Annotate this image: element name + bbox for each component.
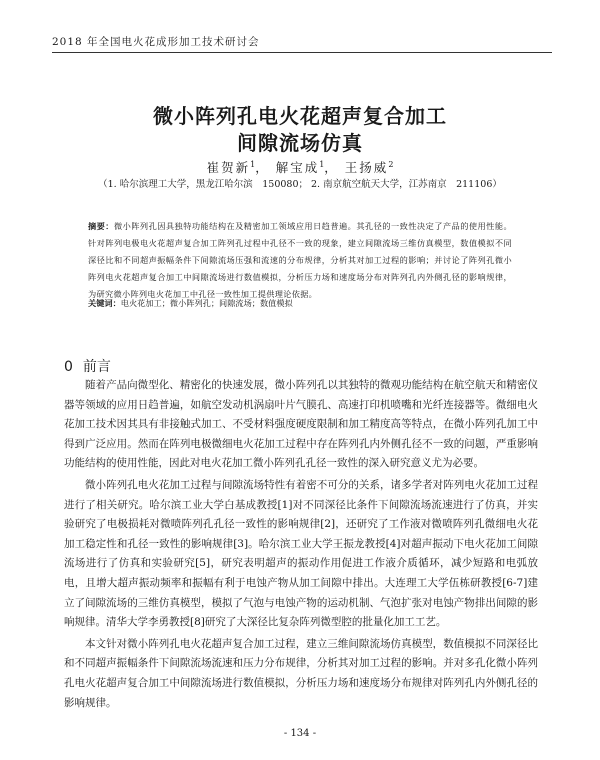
author-affiliation-mark: 2 [388, 159, 394, 169]
section-number: 0 [64, 359, 73, 375]
section-title: 前言 [82, 359, 111, 375]
body-paragraph: 本文针对微小阵列孔电火花超声复合加工过程，建立三维间隙流场仿真模型，数值模拟不同深径比和不同超声振幅条件下间隙流场流速和压力分布规律，分析其对加工过程的影响。并对多孔化微小阵列孔电火花超声复合加工中间隙流场进行数值模拟，分析压力场和速度场分布规律对阵列孔内外侧孔径的影响规律。 [64, 637, 538, 709]
author-affiliation-mark: 1 [250, 159, 256, 169]
running-header: 2018 年全国电火花成形加工技术研讨会 [52, 34, 552, 53]
paper-title-line-1: 微小阵列孔电火花超声复合加工 [153, 104, 447, 128]
body-text [64, 376, 538, 715]
paper-title-line-2: 间隙流场仿真 [237, 131, 363, 155]
abstract-label: 摘要： [88, 221, 114, 231]
abstract-text: 微小阵列孔因具独特功能结构在及精密加工领域应用日趋普遍。其孔径的一致性决定了产品的使用性能。针对阵列电极电火花超声复合加工阵列孔过程中孔径不一致的现象，建立间隙流场三维仿真模型，数值模拟不同深径比和不同超声振幅条件下间隙流场压强和流速的分布规律，分析其对加工过程的影响；并讨论了阵列孔微小阵列电火花超声复合加工中间隙流场进行数值模拟，分析压力场和速度场分布对阵列孔内外侧孔径的影响规律，为研究微小阵列电火花加工中孔径一致性加工提供理论依据。 [88, 221, 512, 299]
page-number: - 134 - [283, 728, 317, 739]
keywords [88, 296, 512, 310]
author-affiliation-mark: 1 [319, 159, 325, 169]
author-name: 解宝成 [275, 160, 320, 175]
author-list [0, 158, 600, 176]
author-name: 崔贺新 [206, 160, 251, 175]
keywords-text: 电火花加工；微小阵列孔；间隙流场；数值模拟 [120, 298, 293, 308]
affiliations: （1. 哈尔滨理工大学，黑龙江哈尔滨 150080； 2. 南京航空航天大学，江苏南京 211106） [98, 179, 502, 190]
keywords-label: 关键词： [88, 298, 121, 308]
section-heading [64, 356, 111, 376]
body-paragraph: 微小阵列孔电火花加工过程与间隙流场特性有着密不可分的关系，诸多学者对阵列电火花加工过程进行了相关研究。哈尔滨工业大学白基成教授[1]对不同深径比条件下间隙流场流速进行了仿真，并实验研究了电极损耗对微喷阵列孔孔径一致性的影响规律[2]，还研究了工作液对微喷阵列孔微细电火花加工稳定性和孔径一致性的影响规律[3]。哈尔滨工业大学王振龙教授[4]对超声振动下电火花加工间隙流场进行了仿真和实验研究[5]，研究表明超声的振动作用促进工作液介质循环，减少短路和电弧放电，且增大超声振动频率和振幅有利于电蚀产物从加工间隙中排出。大连理工大学伍栋研教授[6-7]建立了间隙流场的三维仿真模型，模拟了气泡与电蚀产物的运动机制、气泡扩张对电蚀产物排出间隙的影响规律。清华大学李勇教授[8]研究了大深径比复杂阵列微型腔的批量化加工工艺。 [64, 478, 538, 629]
author-separator: ， [255, 160, 270, 175]
body-paragraph: 随着产品向微型化、精密化的快速发展，微小阵列孔以其独特的微观功能结构在航空航天和精密仪器等领域的应用日趋普遍，如航空发动机涡扇叶片气膜孔、高速打印机喷嘴和光纤连接器等。微细电火花加工技术因其具有非接触式加工、不受材料强度硬度限制和加工精度高等特点，在微小阵列孔加工中得到广泛应用。然而在阵列电极微细电火花加工过程中存在阵列孔内外侧孔径不一致的问题，严重影响功能结构的使用性能，因此对电火花加工微小阵列孔孔径一致性的深入研究意义尤为必要。 [64, 379, 538, 470]
author-name: 王扬威 [344, 160, 389, 175]
author-separator: ， [324, 160, 339, 175]
abstract [88, 218, 512, 303]
